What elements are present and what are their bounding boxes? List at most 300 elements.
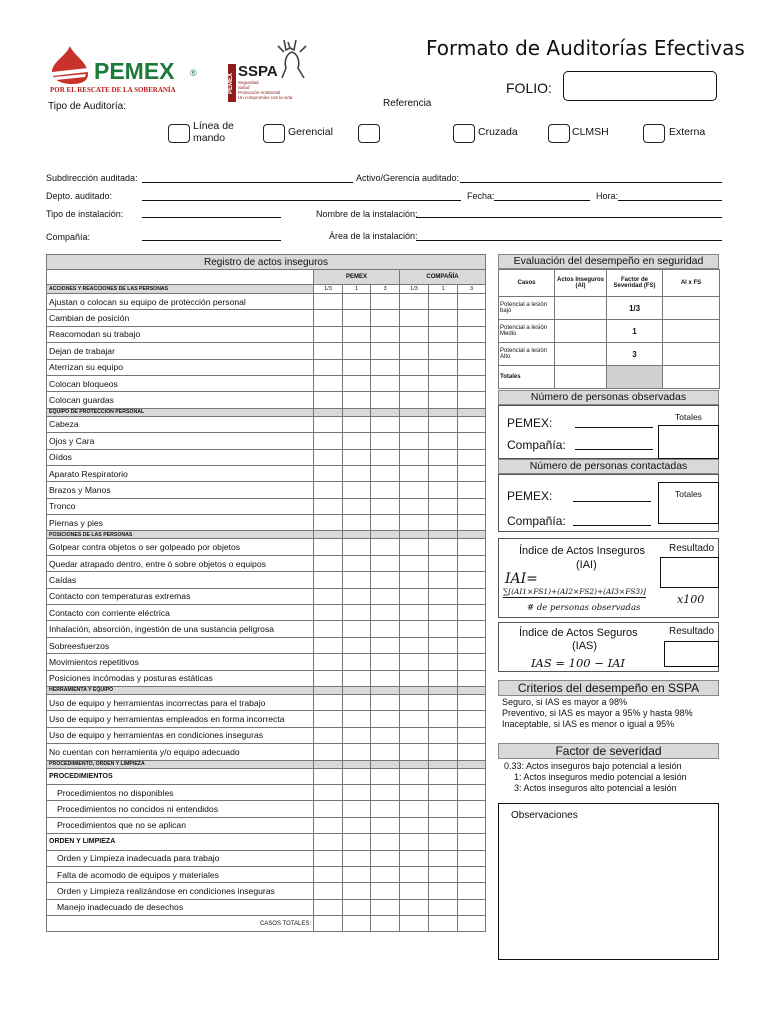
- count-cell[interactable]: [371, 539, 400, 555]
- count-cell[interactable]: [343, 465, 371, 481]
- count-cell[interactable]: [458, 711, 486, 727]
- count-cell[interactable]: [343, 637, 371, 653]
- count-cell[interactable]: [314, 834, 343, 850]
- count-cell[interactable]: [458, 555, 486, 571]
- count-cell[interactable]: [314, 482, 343, 498]
- count-cell[interactable]: [458, 359, 486, 375]
- count-cell[interactable]: [458, 899, 486, 915]
- count-cell[interactable]: [371, 482, 400, 498]
- count-cell[interactable]: [314, 498, 343, 514]
- contactadas-pemex-input[interactable]: [573, 501, 651, 502]
- count-cell[interactable]: [429, 883, 458, 899]
- count-cell[interactable]: [371, 375, 400, 391]
- count-cell[interactable]: [429, 433, 458, 449]
- count-cell[interactable]: [314, 694, 343, 710]
- count-cell[interactable]: [371, 465, 400, 481]
- hora-input[interactable]: [618, 200, 722, 201]
- observadas-title: Número de personas observadas: [498, 390, 719, 405]
- table-row: [47, 834, 486, 850]
- count-cell[interactable]: [343, 711, 371, 727]
- count-cell[interactable]: [458, 572, 486, 588]
- count-cell[interactable]: [314, 572, 343, 588]
- observaciones-box[interactable]: [498, 803, 719, 960]
- count-cell[interactable]: [371, 310, 400, 326]
- count-cell[interactable]: [458, 866, 486, 882]
- count-cell[interactable]: [400, 588, 429, 604]
- count-cell[interactable]: [429, 768, 458, 784]
- count-cell[interactable]: [429, 637, 458, 653]
- count-cell[interactable]: [371, 343, 400, 359]
- count-cell[interactable]: [314, 392, 343, 408]
- registro-table: [46, 254, 486, 932]
- ev-aixfs-input[interactable]: [663, 320, 720, 343]
- count-cell[interactable]: [458, 416, 486, 432]
- count-cell[interactable]: [314, 465, 343, 481]
- section-header-cell: [429, 760, 458, 768]
- act-label: Orden y Limpieza inadecuada para trabajo: [47, 850, 314, 866]
- checkbox-blank[interactable]: [358, 124, 380, 143]
- count-cell[interactable]: [429, 694, 458, 710]
- sub-column-header: 1/3: [400, 285, 429, 294]
- count-cell[interactable]: [400, 605, 429, 621]
- act-label: No cuentan con herramienta y/o equipo adecuado: [47, 744, 314, 760]
- count-cell[interactable]: [429, 465, 458, 481]
- count-cell[interactable]: [429, 515, 458, 531]
- count-cell[interactable]: [371, 572, 400, 588]
- ev-caso: Potencial a lesión Medio: [499, 320, 555, 343]
- ev-aixfs-input[interactable]: [663, 343, 720, 366]
- count-cell[interactable]: [458, 605, 486, 621]
- count-cell[interactable]: [314, 359, 343, 375]
- count-cell[interactable]: [458, 294, 486, 310]
- count-cell[interactable]: [314, 310, 343, 326]
- checkbox-clmsh[interactable]: [548, 124, 570, 143]
- count-cell[interactable]: [371, 515, 400, 531]
- count-cell[interactable]: [400, 768, 429, 784]
- section-header-cell: [429, 408, 458, 416]
- count-cell[interactable]: [371, 834, 400, 850]
- count-cell[interactable]: [314, 744, 343, 760]
- count-cell[interactable]: [400, 294, 429, 310]
- subdireccion-label: Subdirección auditada:: [46, 173, 138, 183]
- table-row: [47, 654, 486, 670]
- criterio-line: Preventivo, si IAS es mayor a 95% y hasta 98%: [502, 708, 693, 718]
- count-cell[interactable]: [371, 449, 400, 465]
- count-cell[interactable]: [314, 654, 343, 670]
- count-cell[interactable]: [343, 572, 371, 588]
- count-cell[interactable]: [400, 727, 429, 743]
- criterio-line: Seguro, si IAS es mayor a 98%: [502, 697, 628, 707]
- count-cell[interactable]: [371, 883, 400, 899]
- registered-icon: ®: [190, 68, 197, 78]
- checkbox-externa[interactable]: [643, 124, 665, 143]
- count-cell[interactable]: [314, 711, 343, 727]
- count-cell[interactable]: [429, 359, 458, 375]
- count-cell[interactable]: [314, 817, 343, 833]
- count-cell[interactable]: [371, 621, 400, 637]
- count-cell[interactable]: [314, 784, 343, 800]
- count-cell[interactable]: [314, 515, 343, 531]
- count-cell[interactable]: [458, 654, 486, 670]
- count-cell[interactable]: [371, 727, 400, 743]
- count-cell[interactable]: [400, 866, 429, 882]
- count-cell[interactable]: [429, 866, 458, 882]
- count-cell[interactable]: [429, 294, 458, 310]
- ev-aixfs-input[interactable]: [663, 297, 720, 320]
- count-cell[interactable]: [371, 654, 400, 670]
- count-cell[interactable]: [343, 416, 371, 432]
- count-cell[interactable]: [458, 883, 486, 899]
- count-cell[interactable]: [314, 449, 343, 465]
- iai-resultado-input[interactable]: [660, 557, 719, 588]
- subdireccion-input[interactable]: [142, 182, 353, 183]
- count-cell[interactable]: [371, 416, 400, 432]
- count-cell[interactable]: [458, 727, 486, 743]
- total-cell[interactable]: [314, 916, 343, 932]
- count-cell[interactable]: [400, 343, 429, 359]
- count-cell[interactable]: [314, 899, 343, 915]
- pemex-logo: [48, 46, 208, 96]
- count-cell[interactable]: [400, 465, 429, 481]
- checkbox-gerencial[interactable]: [263, 124, 285, 143]
- count-cell[interactable]: [458, 539, 486, 555]
- audit-type-label: Tipo de Auditoría:: [48, 101, 127, 112]
- count-cell[interactable]: [429, 801, 458, 817]
- count-cell[interactable]: [400, 310, 429, 326]
- folio-input[interactable]: [563, 71, 717, 101]
- count-cell[interactable]: [400, 834, 429, 850]
- count-cell[interactable]: [314, 433, 343, 449]
- count-cell[interactable]: [314, 605, 343, 621]
- count-cell[interactable]: [343, 621, 371, 637]
- count-cell[interactable]: [343, 375, 371, 391]
- count-cell[interactable]: [400, 572, 429, 588]
- count-cell[interactable]: [429, 654, 458, 670]
- count-cell[interactable]: [371, 711, 400, 727]
- count-cell[interactable]: [400, 670, 429, 686]
- factor-line: 0.33: Actos inseguros bajo potencial a lesión: [504, 761, 682, 771]
- count-cell[interactable]: [458, 784, 486, 800]
- count-cell[interactable]: [429, 621, 458, 637]
- count-cell[interactable]: [458, 343, 486, 359]
- count-cell[interactable]: [314, 539, 343, 555]
- total-cell[interactable]: [429, 916, 458, 932]
- count-cell[interactable]: [343, 326, 371, 342]
- count-cell[interactable]: [314, 343, 343, 359]
- count-cell[interactable]: [371, 784, 400, 800]
- count-cell[interactable]: [400, 359, 429, 375]
- count-cell[interactable]: [458, 326, 486, 342]
- act-label: Quedar atrapado dentro, entre ó sobre objetos o equipos: [47, 555, 314, 571]
- count-cell[interactable]: [429, 416, 458, 432]
- count-cell[interactable]: [400, 621, 429, 637]
- act-label: Aparato Respiratorio: [47, 465, 314, 481]
- count-cell[interactable]: [458, 482, 486, 498]
- count-cell[interactable]: [458, 670, 486, 686]
- count-cell[interactable]: [314, 850, 343, 866]
- count-cell[interactable]: [400, 555, 429, 571]
- count-cell[interactable]: [400, 850, 429, 866]
- count-cell[interactable]: [371, 605, 400, 621]
- count-cell[interactable]: [371, 670, 400, 686]
- count-cell[interactable]: [458, 817, 486, 833]
- tipo-instalacion-label: Tipo de instalación:: [46, 209, 124, 219]
- count-cell[interactable]: [429, 555, 458, 571]
- table-row: [47, 498, 486, 514]
- area-instalacion-label: Área de la instalación:: [329, 231, 418, 241]
- section-header-row: [47, 531, 486, 539]
- checkbox-cruzada[interactable]: [453, 124, 475, 143]
- count-cell[interactable]: [343, 359, 371, 375]
- count-cell[interactable]: [400, 375, 429, 391]
- count-cell[interactable]: [343, 883, 371, 899]
- count-cell[interactable]: [458, 834, 486, 850]
- count-cell[interactable]: [400, 637, 429, 653]
- count-cell[interactable]: [314, 588, 343, 604]
- count-cell[interactable]: [458, 801, 486, 817]
- count-cell[interactable]: [429, 482, 458, 498]
- count-cell[interactable]: [429, 539, 458, 555]
- count-cell[interactable]: [343, 539, 371, 555]
- count-cell[interactable]: [429, 727, 458, 743]
- count-cell[interactable]: [458, 433, 486, 449]
- observadas-pemex-input[interactable]: [575, 427, 653, 428]
- option-gerencial: Gerencial: [288, 126, 333, 138]
- act-label: Orden y Limpieza realizándose en condiciones inseguras: [47, 883, 314, 899]
- count-cell[interactable]: [429, 670, 458, 686]
- sspa-subtitle: Seguridad Salud Protección Ambiental Un compromiso con la vida: [238, 80, 293, 100]
- count-cell[interactable]: [400, 498, 429, 514]
- count-cell[interactable]: [343, 654, 371, 670]
- observadas-totales-input[interactable]: [658, 425, 719, 459]
- count-cell[interactable]: [458, 515, 486, 531]
- count-cell[interactable]: [371, 294, 400, 310]
- count-cell[interactable]: [400, 326, 429, 342]
- count-cell[interactable]: [371, 744, 400, 760]
- count-cell[interactable]: [371, 801, 400, 817]
- compania-input[interactable]: [142, 240, 281, 241]
- factor-line: 3: Actos inseguros alto potencial a lesión: [514, 783, 677, 793]
- count-cell[interactable]: [371, 866, 400, 882]
- count-cell[interactable]: [371, 768, 400, 784]
- count-cell[interactable]: [400, 784, 429, 800]
- count-cell[interactable]: [314, 883, 343, 899]
- observadas-compania-input[interactable]: [575, 449, 653, 450]
- count-cell[interactable]: [429, 572, 458, 588]
- count-cell[interactable]: [400, 817, 429, 833]
- count-cell[interactable]: [458, 744, 486, 760]
- count-cell[interactable]: [458, 621, 486, 637]
- count-cell[interactable]: [458, 498, 486, 514]
- count-cell[interactable]: [371, 392, 400, 408]
- count-cell[interactable]: [458, 310, 486, 326]
- count-cell[interactable]: [400, 711, 429, 727]
- section-header-cell: [371, 531, 400, 539]
- count-cell[interactable]: [400, 744, 429, 760]
- count-cell[interactable]: [343, 605, 371, 621]
- ev-ai-input[interactable]: [555, 297, 607, 320]
- count-cell[interactable]: [458, 768, 486, 784]
- count-cell[interactable]: [314, 727, 343, 743]
- count-cell[interactable]: [400, 654, 429, 670]
- count-cell[interactable]: [314, 670, 343, 686]
- count-cell[interactable]: [343, 588, 371, 604]
- depto-input[interactable]: [142, 200, 461, 201]
- count-cell[interactable]: [400, 899, 429, 915]
- count-cell[interactable]: [343, 670, 371, 686]
- total-cell[interactable]: [400, 916, 429, 932]
- sub-column-header: 1: [343, 285, 371, 294]
- nombre-instalacion-input[interactable]: [416, 217, 722, 218]
- count-cell[interactable]: [429, 343, 458, 359]
- count-cell[interactable]: [314, 416, 343, 432]
- act-label: Sobreesfuerzos: [47, 637, 314, 653]
- count-cell[interactable]: [429, 326, 458, 342]
- checkbox-linea-de-mando[interactable]: [168, 124, 190, 143]
- count-cell[interactable]: [343, 866, 371, 882]
- count-cell[interactable]: [343, 294, 371, 310]
- count-cell[interactable]: [343, 817, 371, 833]
- count-cell[interactable]: [343, 801, 371, 817]
- count-cell[interactable]: [429, 310, 458, 326]
- count-cell[interactable]: [400, 416, 429, 432]
- section-header-row: [47, 408, 486, 416]
- count-cell[interactable]: [371, 899, 400, 915]
- ev-ai-input[interactable]: [555, 343, 607, 366]
- count-cell[interactable]: [314, 866, 343, 882]
- count-cell[interactable]: [343, 392, 371, 408]
- count-cell[interactable]: [458, 637, 486, 653]
- count-cell[interactable]: [429, 834, 458, 850]
- fecha-input[interactable]: [494, 200, 590, 201]
- count-cell[interactable]: [343, 744, 371, 760]
- contactadas-compania-input[interactable]: [573, 525, 651, 526]
- area-instalacion-input[interactable]: [416, 240, 722, 241]
- count-cell[interactable]: [400, 801, 429, 817]
- count-cell[interactable]: [343, 498, 371, 514]
- count-cell[interactable]: [400, 482, 429, 498]
- count-cell[interactable]: [343, 768, 371, 784]
- count-cell[interactable]: [400, 694, 429, 710]
- contactadas-pemex-label: PEMEX:: [507, 489, 553, 503]
- ev-total-aixfs-input[interactable]: [663, 366, 720, 389]
- sspa-vertical-label: PEMEX: [228, 64, 236, 102]
- count-cell[interactable]: [343, 784, 371, 800]
- count-cell[interactable]: [371, 555, 400, 571]
- count-cell[interactable]: [314, 294, 343, 310]
- totals-row: [47, 916, 486, 932]
- ev-total-ai-input[interactable]: [555, 366, 607, 389]
- count-cell[interactable]: [429, 744, 458, 760]
- ev-total-fs-blank: [607, 366, 663, 389]
- count-cell[interactable]: [458, 588, 486, 604]
- count-cell[interactable]: [458, 449, 486, 465]
- count-cell[interactable]: [429, 711, 458, 727]
- activo-input[interactable]: [460, 182, 722, 183]
- count-cell[interactable]: [314, 768, 343, 784]
- count-cell[interactable]: [343, 433, 371, 449]
- count-cell[interactable]: [314, 326, 343, 342]
- count-cell[interactable]: [314, 621, 343, 637]
- total-cell[interactable]: [371, 916, 400, 932]
- table-row: [47, 539, 486, 555]
- count-cell[interactable]: [458, 850, 486, 866]
- count-cell[interactable]: [343, 694, 371, 710]
- count-cell[interactable]: [343, 834, 371, 850]
- section-header-cell: [314, 760, 343, 768]
- count-cell[interactable]: [371, 850, 400, 866]
- ias-resultado-input[interactable]: [664, 641, 719, 667]
- count-cell[interactable]: [343, 449, 371, 465]
- count-cell[interactable]: [371, 498, 400, 514]
- count-cell[interactable]: [400, 449, 429, 465]
- table-row: [47, 482, 486, 498]
- count-cell[interactable]: [314, 801, 343, 817]
- contactadas-totales-input[interactable]: [658, 482, 719, 524]
- count-cell[interactable]: [343, 899, 371, 915]
- count-cell[interactable]: [371, 817, 400, 833]
- count-cell[interactable]: [343, 515, 371, 531]
- count-cell[interactable]: [371, 588, 400, 604]
- count-cell[interactable]: [314, 637, 343, 653]
- count-cell[interactable]: [343, 727, 371, 743]
- count-cell[interactable]: [343, 850, 371, 866]
- count-cell[interactable]: [429, 784, 458, 800]
- count-cell[interactable]: [400, 883, 429, 899]
- total-cell[interactable]: [343, 916, 371, 932]
- count-cell[interactable]: [429, 605, 458, 621]
- count-cell[interactable]: [371, 694, 400, 710]
- count-cell[interactable]: [429, 449, 458, 465]
- total-cell[interactable]: [458, 916, 486, 932]
- count-cell[interactable]: [343, 482, 371, 498]
- count-cell[interactable]: [458, 375, 486, 391]
- count-cell[interactable]: [429, 392, 458, 408]
- count-cell[interactable]: [400, 433, 429, 449]
- count-cell[interactable]: [343, 310, 371, 326]
- tipo-instalacion-input[interactable]: [142, 217, 281, 218]
- count-cell[interactable]: [458, 392, 486, 408]
- option-clmsh: CLMSH: [572, 126, 609, 138]
- count-cell[interactable]: [429, 588, 458, 604]
- count-cell[interactable]: [343, 555, 371, 571]
- count-cell[interactable]: [458, 694, 486, 710]
- table-row: [47, 555, 486, 571]
- count-cell[interactable]: [371, 433, 400, 449]
- count-cell[interactable]: [429, 498, 458, 514]
- registro-title: Registro de actos inseguros: [47, 255, 486, 270]
- act-label: PROCEDIMIENTOS: [47, 768, 314, 784]
- count-cell[interactable]: [429, 850, 458, 866]
- ev-ai-input[interactable]: [555, 320, 607, 343]
- count-cell[interactable]: [314, 555, 343, 571]
- count-cell[interactable]: [371, 326, 400, 342]
- pemex-slogan: POR EL RESCATE DE LA SOBERANÍA: [50, 86, 176, 94]
- count-cell[interactable]: [371, 637, 400, 653]
- count-cell[interactable]: [400, 515, 429, 531]
- count-cell[interactable]: [458, 465, 486, 481]
- count-cell[interactable]: [314, 375, 343, 391]
- count-cell[interactable]: [429, 899, 458, 915]
- section-header-cell: [458, 531, 486, 539]
- count-cell[interactable]: [400, 539, 429, 555]
- count-cell[interactable]: [429, 375, 458, 391]
- count-cell[interactable]: [429, 817, 458, 833]
- act-label: Tronco: [47, 498, 314, 514]
- count-cell[interactable]: [343, 343, 371, 359]
- count-cell[interactable]: [371, 359, 400, 375]
- count-cell[interactable]: [400, 392, 429, 408]
